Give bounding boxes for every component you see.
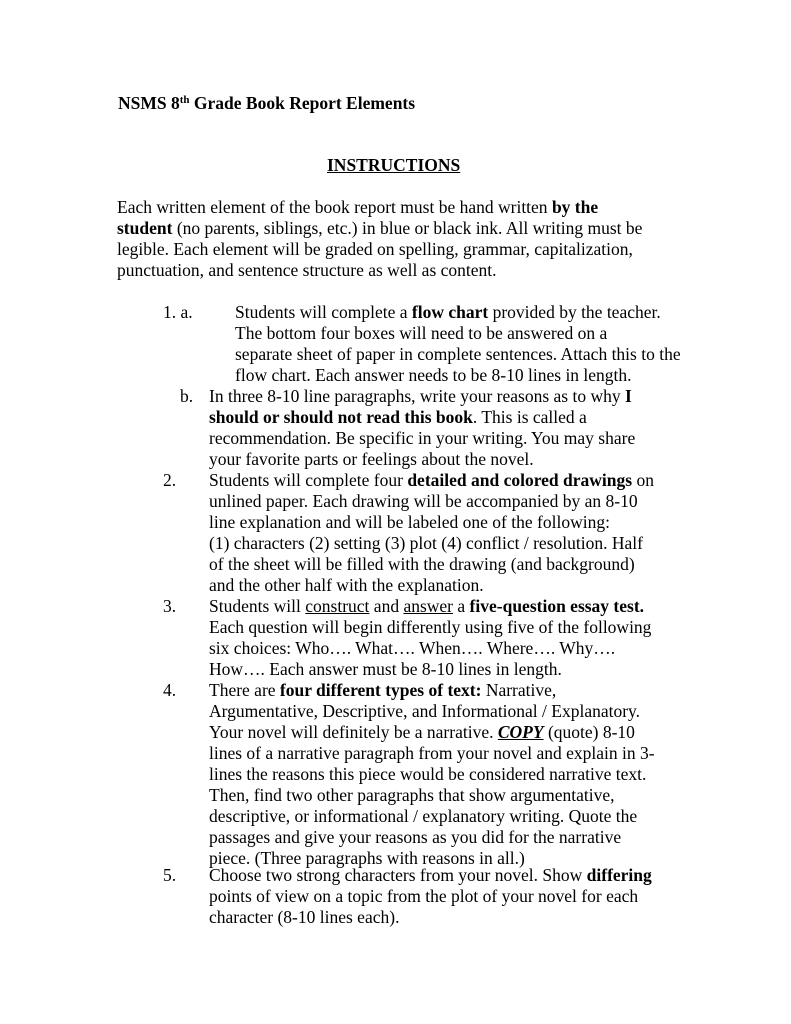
text-line [209,865,652,886]
bold-text: by the [551,197,599,217]
text-line [209,512,654,533]
text-line [117,260,642,281]
text-segment: on [632,470,654,490]
item-body [209,470,654,596]
text-line [209,638,651,659]
text-segment: Each question will begin differently using five of the following [209,617,652,637]
text-segment: and [369,596,404,616]
text-segment: Students will complete four [209,470,408,490]
text-segment: and the other half with the explanation. [209,575,484,595]
text-segment: a [453,596,470,616]
text-line [209,386,635,407]
text-line [209,554,654,575]
text-line [209,596,651,617]
text-segment: Your novel will definitely be a narrative. [209,722,498,742]
text-segment: line explanation and will be labeled one of the following: [209,512,610,532]
text-line [209,491,654,512]
text-line [209,449,635,470]
title-prefix: NSMS 8 [118,93,180,113]
text-line [209,806,655,827]
text-segment: lines of a narrative paragraph from your novel and explain in 3- [209,743,655,763]
text-segment: legible. Each element will be graded on spelling, grammar, capitalization, [117,239,633,259]
title-suffix: Grade Book Report Elements [189,93,416,113]
text-line [209,659,651,680]
bold-text: differing [586,865,652,885]
text-segment: piece. (Three paragraphs with reasons in all.) [209,848,525,868]
text-line [209,680,655,701]
text-line [209,907,652,928]
text-line [235,365,681,386]
instructions-heading: INSTRUCTIONS [327,155,461,175]
text-line [209,407,635,428]
bold-text: flow chart [411,302,489,322]
text-segment: There are [209,680,280,700]
text-segment: (quote) 8-10 [543,722,635,742]
emphasized-text: COPY [497,722,544,742]
bold-text: student [117,218,173,238]
text-segment: Narrative, [481,680,557,700]
text-line [209,470,654,491]
text-line [209,533,654,554]
text-segment: provided by the teacher. [488,302,661,322]
item-body [209,596,651,680]
text-segment: The bottom four boxes will need to be answered on a [235,323,608,343]
text-line [235,323,681,344]
text-line [209,886,652,907]
underlined-text: answer [403,596,454,616]
item-body [235,302,681,386]
item-body [209,865,652,928]
text-segment: Choose two strong characters from your novel. Show [209,865,587,885]
text-line [209,785,655,806]
text-line [117,218,642,239]
text-segment: In three 8-10 line paragraphs, write your reasons as to why [209,386,625,406]
text-line [209,722,655,743]
text-segment: your favorite parts or feelings about the novel. [209,449,534,469]
item-number: 2. [163,470,177,490]
bold-text: should or should not read this book [209,407,473,427]
bold-text: four different types of text: [279,680,482,700]
text-line [235,302,681,323]
text-line [209,764,655,785]
text-segment: unlined paper. Each drawing will be accompanied by an 8-10 [209,491,638,511]
text-segment: points of view on a topic from the plot of your novel for each [209,886,639,906]
text-segment: flow chart. Each answer needs to be 8-10 lines in length. [235,365,632,385]
text-segment: passages and give your reasons as you did for the narrative [209,827,622,847]
text-segment: Then, find two other paragraphs that show argumentative, [209,785,615,805]
item-number: 5. [163,865,177,885]
text-segment: descriptive, or informational / explanatory writing. Quote the [209,806,638,826]
text-line [117,197,642,218]
text-line [209,428,635,449]
text-line [209,617,651,638]
intro-paragraph [117,197,642,281]
item-body [209,680,655,869]
text-segment: character (8-10 lines each). [209,907,400,927]
item-number: b. [180,386,194,406]
text-line [209,827,655,848]
text-segment: Students will [209,596,306,616]
text-segment: (1) characters (2) setting (3) plot (4) conflict / resolution. Half [209,533,643,553]
document-title [118,93,415,114]
title-superscript: th [179,94,190,106]
text-segment: lines the reasons this piece would be considered narrative text. [209,764,647,784]
text-segment: of the sheet will be filled with the drawing (and background) [209,554,635,574]
text-segment: Students will complete a [235,302,412,322]
text-line [235,344,681,365]
bold-text: detailed and colored drawings [407,470,633,490]
text-segment: (no parents, siblings, etc.) in blue or black ink. All writing must be [172,218,643,238]
text-segment: recommendation. Be specific in your writing. You may share [209,428,636,448]
text-segment: Argumentative, Descriptive, and Informational / Explanatory. [209,701,641,721]
text-segment: separate sheet of paper in complete sentences. Attach this to the [235,344,681,364]
underlined-text: construct [305,596,370,616]
item-number: 3. [163,596,177,616]
text-segment: Each written element of the book report must be hand written [117,197,552,217]
text-segment: How…. Each answer must be 8-10 lines in length. [209,659,562,679]
text-line [209,743,655,764]
text-segment: punctuation, and sentence structure as well as content. [117,260,497,280]
text-segment: six choices: Who…. What…. When…. Where…. Why…. [209,638,616,658]
text-line [209,575,654,596]
text-segment: . This is called a [472,407,587,427]
item-number: 1. a. [163,302,193,322]
item-body [209,386,635,470]
bold-text: five-question essay test. [469,596,645,616]
item-number: 4. [163,680,177,700]
bold-text: I [624,386,632,406]
text-line [117,239,642,260]
text-line [209,701,655,722]
